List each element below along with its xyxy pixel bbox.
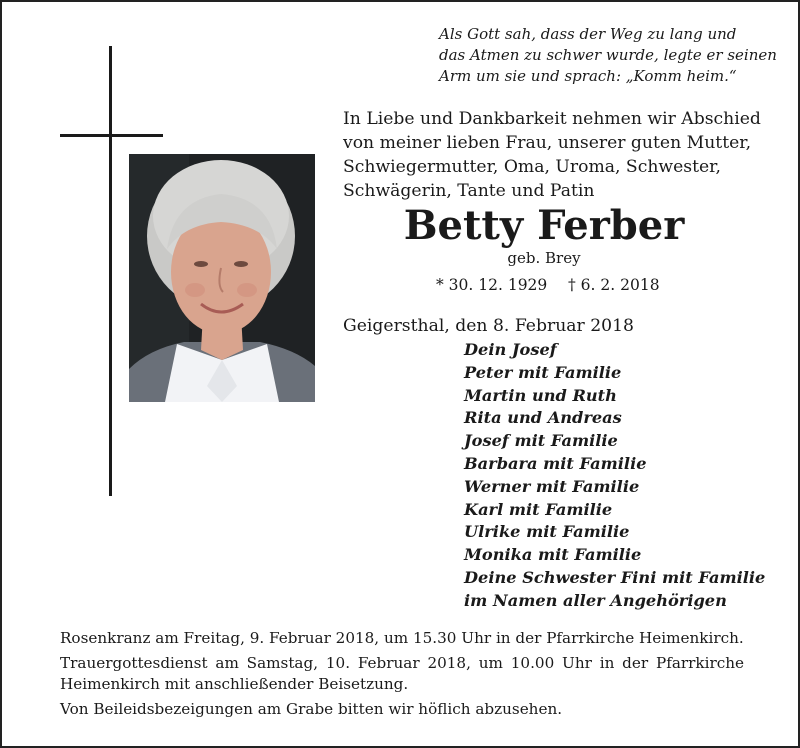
mourner-item: Monika mit Familie (464, 545, 642, 565)
mourner-item: Ulrike mit Familie (464, 522, 630, 542)
cross-icon (109, 46, 112, 496)
cross-icon-crossbar (60, 134, 163, 137)
epitaph-quote: Als Gott sah, dass der Weg zu lang und das Atmen zu schwer wurde, legte er seinen Arm um sie und sprach: „Komm heim.“ (439, 25, 777, 85)
mourner-item: Barbara mit Familie (464, 453, 647, 473)
farewell-text: In Liebe und Dankbarkeit nehmen wir Abschied von meiner lieben Frau, unserer guten Mutter, Schwiegermutter, Oma, Uroma, Schwester, Schwägerin, Tante und Patin (343, 109, 761, 201)
deceased-name: Betty Ferber (403, 202, 685, 249)
mourner-item: Josef mit Familie (464, 431, 618, 451)
rosary-info: Rosenkranz am Freitag, 9. Februar 2018, um 15.30 Uhr in der Pfarrkirche Heimenkirch. (60, 629, 744, 647)
mourners-list (464, 339, 765, 613)
mourner-item: Karl mit Familie (464, 499, 613, 519)
maiden-name: geb. Brey (507, 249, 581, 267)
place-and-date: Geigersthal, den 8. Februar 2018 (343, 316, 634, 336)
mourner-item: Dein Josef (464, 340, 557, 359)
mourner-item: im Namen aller Angehörigen (464, 590, 727, 610)
mourner-item: Martin und Ruth (464, 385, 617, 405)
service-details (60, 628, 744, 723)
portrait-photo (129, 154, 315, 402)
mourner-item: Rita und Andreas (464, 408, 622, 428)
birth-date: * 30. 12. 1929 (436, 276, 548, 294)
mourner-item: Werner mit Familie (464, 476, 640, 496)
death-date: † 6. 2. 2018 (568, 276, 660, 294)
mourner-item: Peter mit Familie (464, 362, 622, 382)
mourner-item: Deine Schwester Fini mit Familie (464, 567, 766, 587)
condolence-note: Von Beileidsbezeigungen am Grabe bitten wir höflich abzusehen. (60, 699, 563, 718)
funeral-service-info: Trauergottesdienst am Samstag, 10. Februar 2018, um 10.00 Uhr in der Pfarrkirche Heimenkirch mit anschließender Beisetzung. (60, 653, 744, 693)
